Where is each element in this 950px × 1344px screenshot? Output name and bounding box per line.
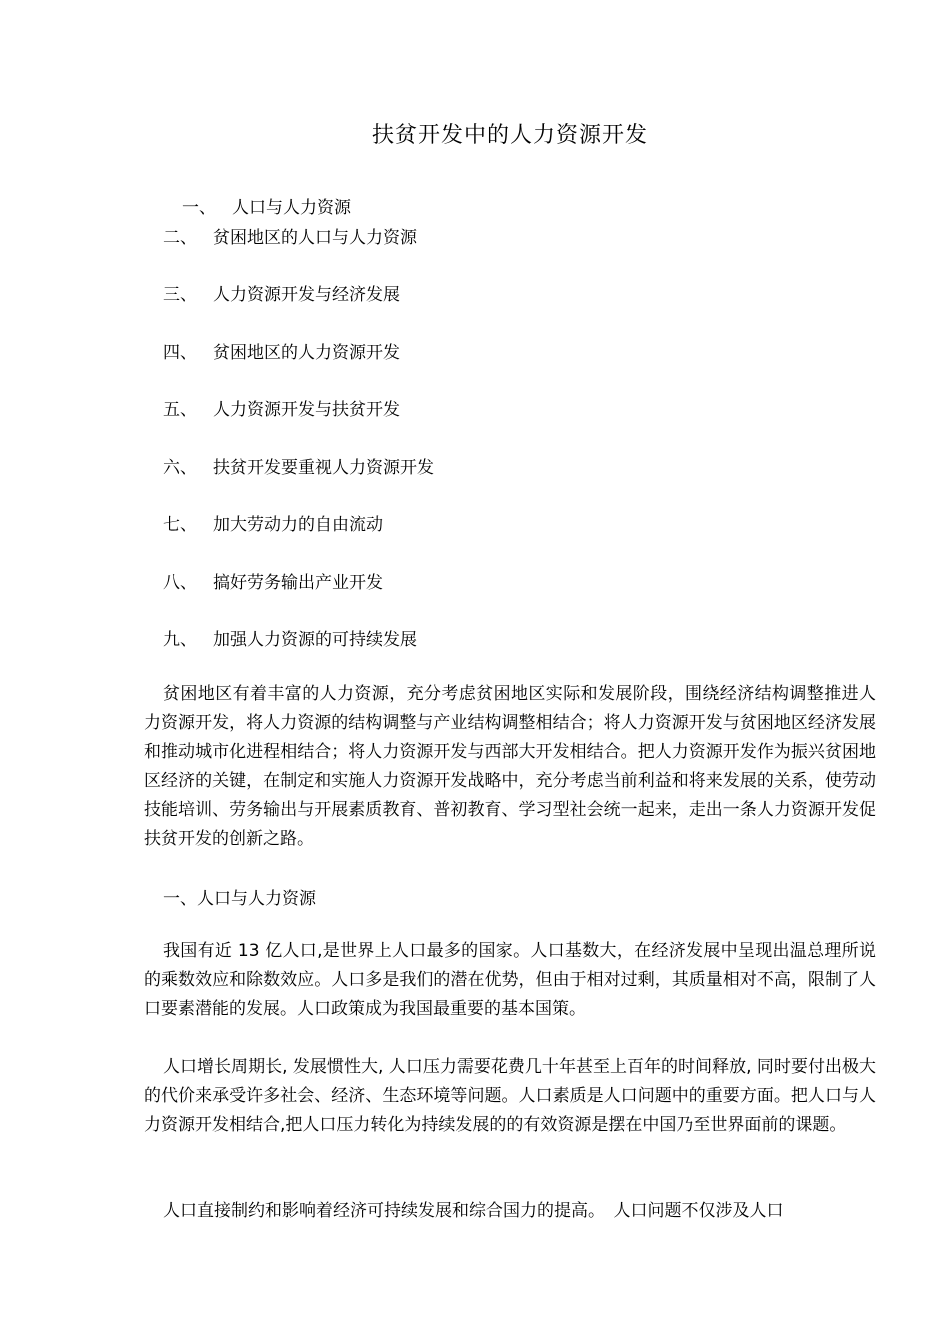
toc-number: 四、 bbox=[163, 343, 197, 363]
toc-label: 加大劳动力的自由流动 bbox=[213, 515, 383, 535]
toc-item-9 bbox=[163, 625, 417, 650]
toc-label: 加强人力资源的可持续发展 bbox=[213, 630, 417, 650]
toc-label: 扶贫开发要重视人力资源开发 bbox=[213, 458, 434, 478]
body-paragraph-1: 我国有近 13 亿人口,是世界上人口最多的国家。人口基数大，在经济发展中呈现出温总理所说的乘数效应和除数效应。人口多是我们的潜在优势，但由于相对过剩，其质量相对不高，限制了人口要素潜能的发展。人口政策成为我国最重要的基本国策。 bbox=[144, 941, 876, 1019]
body-paragraph-2: 人口增长周期长, 发展惯性大, 人口压力需要花费几十年甚至上百年的时间释放, 同时要付出极大的代价来承受许多社会、经济、生态环境等问题。人口素质是人口问题中的重要方面。把人口与人力资源开发相结合,把人口压力转化为持续发展的的有效资源是摆在中国乃至世界面前的课题。 bbox=[144, 1057, 876, 1135]
toc-number: 七、 bbox=[163, 515, 197, 535]
toc-label: 贫困地区的人口与人力资源 bbox=[213, 228, 417, 248]
toc-label: 人口与人力资源 bbox=[232, 198, 351, 218]
toc-item-5 bbox=[163, 395, 400, 420]
toc-number: 二、 bbox=[163, 228, 197, 248]
toc-number: 八、 bbox=[163, 573, 197, 593]
toc-label: 人力资源开发与扶贫开发 bbox=[213, 400, 400, 420]
toc-label: 贫困地区的人力资源开发 bbox=[213, 343, 400, 363]
toc-number: 九、 bbox=[163, 630, 197, 650]
toc-item-1 bbox=[182, 193, 351, 218]
toc-item-7 bbox=[163, 510, 383, 535]
toc-number: 五、 bbox=[163, 400, 197, 420]
section-heading: 一、人口与人力资源 bbox=[163, 889, 316, 909]
toc-number: 一、 bbox=[182, 198, 216, 218]
intro-paragraph: 贫困地区有着丰富的人力资源，充分考虑贫困地区实际和发展阶段，围绕经济结构调整推进人力资源开发，将人力资源的结构调整与产业结构调整相结合；将人力资源开发与贫困地区经济发展和推动城市化进程相结合；将人力资源开发与西部大开发相结合。把人力资源开发作为振兴贫困地区经济的关键，在制定和实施人力资源开发战略中，充分考虑当前利益和将来发展的关系，使劳动技能培训、劳务输出与开展素质教育、普初教育、学习型社会统一起来，走出一条人力资源开发促扶贫开发的创新之路。 bbox=[144, 684, 876, 849]
toc-number: 六、 bbox=[163, 458, 197, 478]
toc-label: 人力资源开发与经济发展 bbox=[213, 285, 400, 305]
toc-item-4 bbox=[163, 338, 400, 363]
toc-item-8 bbox=[163, 568, 383, 593]
body-paragraph-3: 人口直接制约和影响着经济可持续发展和综合国力的提高。 人口问题不仅涉及人口 bbox=[163, 1201, 784, 1221]
toc-item-2 bbox=[163, 223, 417, 248]
toc-label: 搞好劳务输出产业开发 bbox=[213, 573, 383, 593]
toc-number: 三、 bbox=[163, 285, 197, 305]
toc-item-6 bbox=[163, 453, 434, 478]
document-title: 扶贫开发中的人力资源开发 bbox=[371, 123, 648, 148]
toc-item-3 bbox=[163, 280, 400, 305]
